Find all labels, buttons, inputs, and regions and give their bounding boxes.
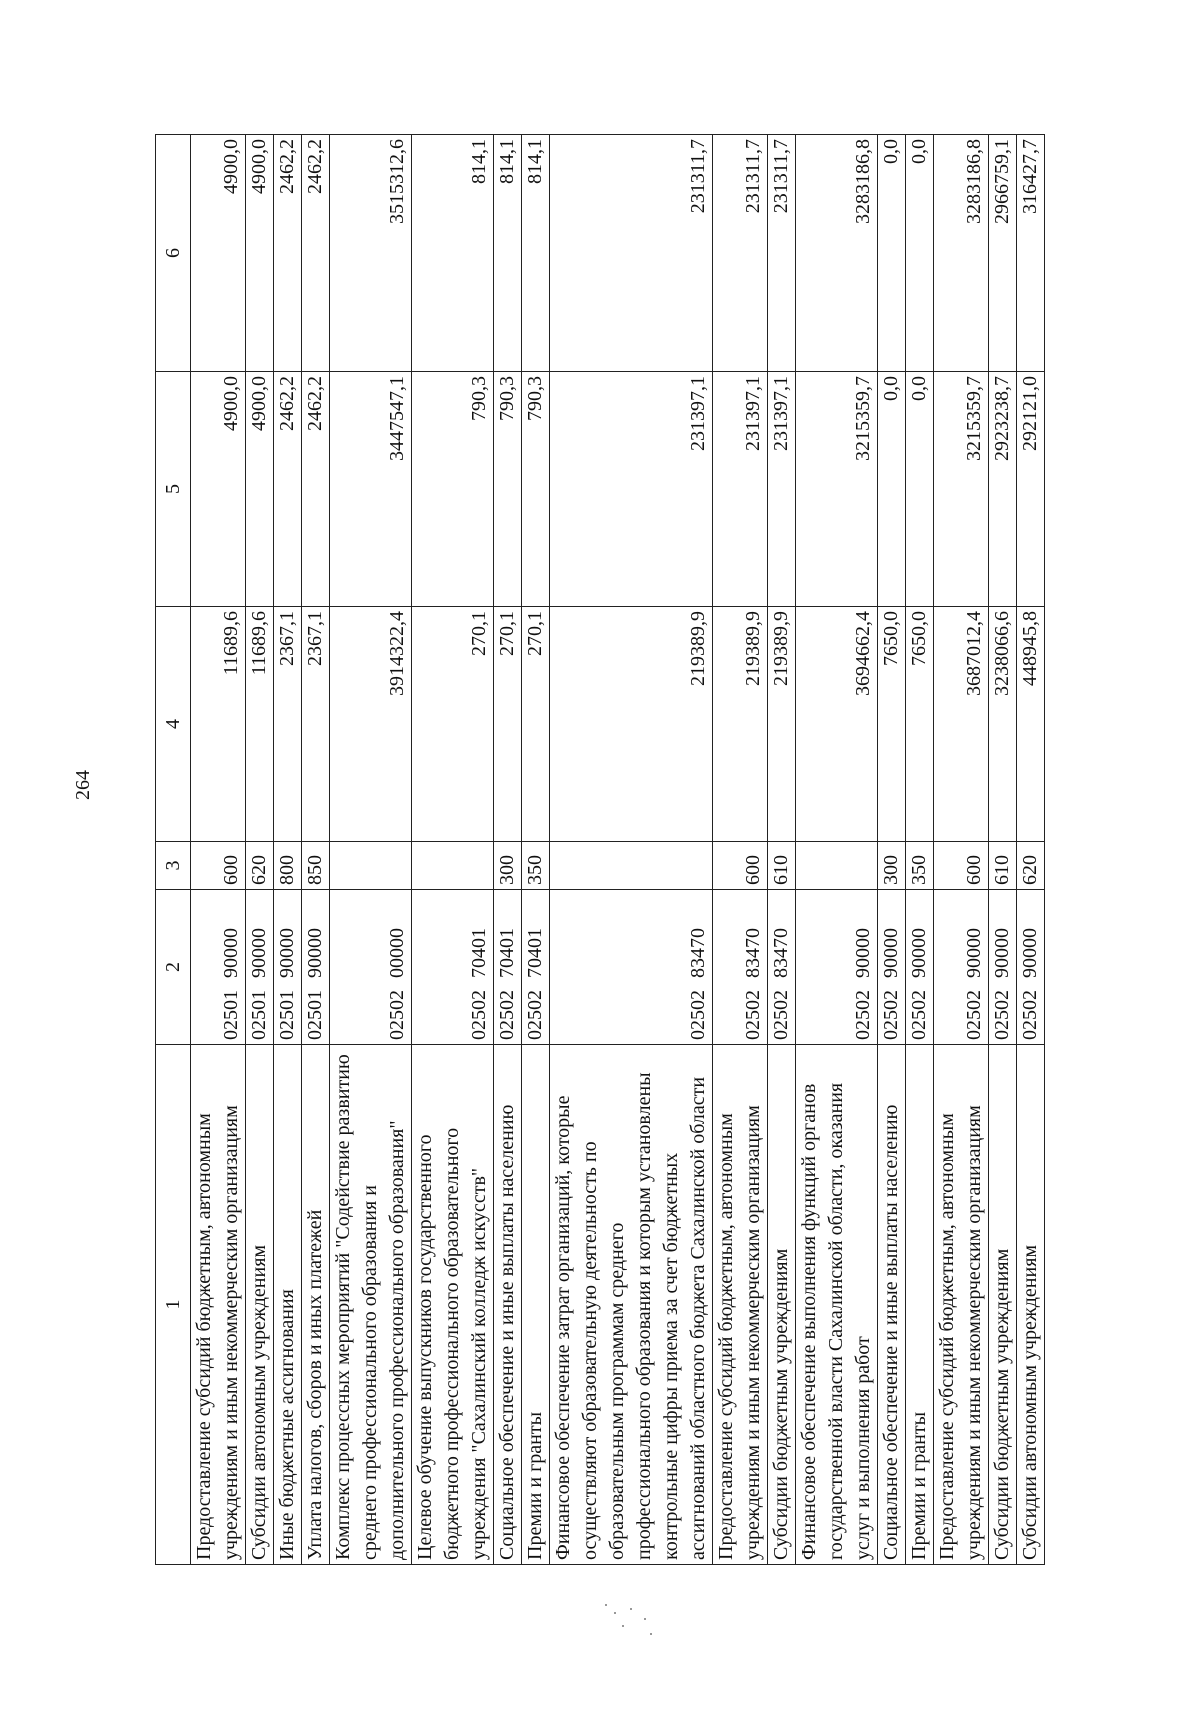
row-value-5-cell: 790,3 xyxy=(522,372,550,607)
program-code: 02502 xyxy=(386,990,408,1040)
row-name-cell: Предоставление субсидий бюджетным, автономным учреждениям и иным некоммерческим организациям xyxy=(934,1045,989,1565)
row-name-cell: Финансовое обеспечение выполнения функций органов государственной власти Сахалинской области, оказания услуг и выполнения работ xyxy=(796,1045,878,1565)
program-code: 02502 xyxy=(1019,990,1041,1040)
table-row xyxy=(796,135,878,1565)
row-value-4-cell: 7650,0 xyxy=(906,607,934,842)
row-name-cell: Премии и гранты xyxy=(522,1045,550,1565)
row-code-cell xyxy=(796,890,878,1045)
table-row xyxy=(1017,135,1045,1565)
direction-code: 90000 xyxy=(220,928,242,978)
scan-specks xyxy=(600,1600,660,1640)
table-row xyxy=(989,135,1017,1565)
row-code-cell xyxy=(713,890,768,1045)
header-cell: 4 xyxy=(156,607,191,842)
program-code: 02501 xyxy=(304,990,326,1040)
direction-code: 83470 xyxy=(770,928,792,978)
row-value-6-cell: 231311,7 xyxy=(550,135,713,372)
row-code-cell xyxy=(274,890,302,1045)
row-value-5-cell: 0,0 xyxy=(878,372,906,607)
table-row xyxy=(768,135,796,1565)
row-name-cell: Субсидии бюджетным учреждениям xyxy=(989,1045,1017,1565)
row-type-cell: 610 xyxy=(768,842,796,890)
row-name-cell: Субсидии автономным учреждениям xyxy=(1017,1045,1045,1565)
header-cell: 2 xyxy=(156,890,191,1045)
direction-code: 90000 xyxy=(852,928,874,978)
row-type-cell xyxy=(330,842,412,890)
row-value-5-cell: 231397,1 xyxy=(768,372,796,607)
row-value-5-cell: 3215359,7 xyxy=(934,372,989,607)
row-code-cell xyxy=(412,890,494,1045)
row-name-cell: Предоставление субсидий бюджетным, автономным учреждениям и иным некоммерческим организациям xyxy=(713,1045,768,1565)
row-name-cell: Уплата налогов, сборов и иных платежей xyxy=(302,1045,330,1565)
row-type-cell: 800 xyxy=(274,842,302,890)
row-value-6-cell: 3283186,8 xyxy=(934,135,989,372)
row-value-4-cell: 2367,1 xyxy=(302,607,330,842)
row-code-cell xyxy=(191,890,246,1045)
table-row xyxy=(713,135,768,1565)
table-row xyxy=(246,135,274,1565)
row-type-cell xyxy=(796,842,878,890)
direction-code: 00000 xyxy=(386,928,408,978)
row-value-4-cell: 3238066,6 xyxy=(989,607,1017,842)
row-value-4-cell: 270,1 xyxy=(412,607,494,842)
row-name-cell: Субсидии автономным учреждениям xyxy=(246,1045,274,1565)
header-cell: 1 xyxy=(156,1045,191,1565)
row-value-5-cell: 790,3 xyxy=(412,372,494,607)
table-row xyxy=(522,135,550,1565)
row-value-6-cell: 4900,0 xyxy=(246,135,274,372)
program-code: 02502 xyxy=(991,990,1013,1040)
header-cell: 6 xyxy=(156,135,191,372)
direction-code: 90000 xyxy=(248,928,270,978)
row-value-5-cell: 4900,0 xyxy=(246,372,274,607)
table-row xyxy=(191,135,246,1565)
program-code: 02502 xyxy=(852,990,874,1040)
row-value-6-cell: 0,0 xyxy=(878,135,906,372)
row-value-4-cell: 270,1 xyxy=(522,607,550,842)
row-value-6-cell: 814,1 xyxy=(494,135,522,372)
row-value-4-cell: 11689,6 xyxy=(246,607,274,842)
row-code-cell xyxy=(246,890,274,1045)
row-name-cell: Социальное обеспечение и иные выплаты населению xyxy=(494,1045,522,1565)
row-code-cell xyxy=(330,890,412,1045)
table-row xyxy=(330,135,412,1565)
row-type-cell: 300 xyxy=(494,842,522,890)
row-value-6-cell: 3515312,6 xyxy=(330,135,412,372)
row-value-5-cell: 0,0 xyxy=(906,372,934,607)
program-code: 02502 xyxy=(524,990,546,1040)
row-value-4-cell: 448945,8 xyxy=(1017,607,1045,842)
row-value-6-cell: 814,1 xyxy=(522,135,550,372)
table-row xyxy=(302,135,330,1565)
row-value-5-cell: 2923238,7 xyxy=(989,372,1017,607)
program-code: 02502 xyxy=(468,990,490,1040)
row-type-cell xyxy=(412,842,494,890)
row-value-4-cell: 3914322,4 xyxy=(330,607,412,842)
budget-table-container xyxy=(155,135,1085,1565)
program-code: 02501 xyxy=(276,990,298,1040)
program-code: 02502 xyxy=(742,990,764,1040)
program-code: 02502 xyxy=(908,990,930,1040)
direction-code: 90000 xyxy=(276,928,298,978)
header-cell: 3 xyxy=(156,842,191,890)
row-value-4-cell: 219389,9 xyxy=(713,607,768,842)
row-value-6-cell: 231311,7 xyxy=(768,135,796,372)
header-row xyxy=(156,135,191,1565)
row-name-cell: Социальное обеспечение и иные выплаты населению xyxy=(878,1045,906,1565)
row-value-5-cell: 3447547,1 xyxy=(330,372,412,607)
row-value-6-cell: 814,1 xyxy=(412,135,494,372)
row-code-cell xyxy=(878,890,906,1045)
row-value-6-cell: 231311,7 xyxy=(713,135,768,372)
table-row xyxy=(906,135,934,1565)
row-type-cell: 600 xyxy=(713,842,768,890)
row-value-5-cell: 231397,1 xyxy=(550,372,713,607)
page-number: 264 xyxy=(72,770,94,800)
table-row xyxy=(934,135,989,1565)
row-type-cell: 350 xyxy=(906,842,934,890)
row-value-4-cell: 7650,0 xyxy=(878,607,906,842)
row-code-cell xyxy=(550,890,713,1045)
row-code-cell xyxy=(934,890,989,1045)
row-value-5-cell: 2462,2 xyxy=(302,372,330,607)
row-value-6-cell: 316427,7 xyxy=(1017,135,1045,372)
budget-table xyxy=(155,134,1045,1565)
program-code: 02502 xyxy=(496,990,518,1040)
direction-code: 70401 xyxy=(496,928,518,978)
row-value-6-cell: 3283186,8 xyxy=(796,135,878,372)
row-value-5-cell: 4900,0 xyxy=(191,372,246,607)
row-code-cell xyxy=(1017,890,1045,1045)
row-name-cell: Премии и гранты xyxy=(906,1045,934,1565)
program-code: 02502 xyxy=(770,990,792,1040)
program-code: 02501 xyxy=(248,990,270,1040)
row-value-4-cell: 3687012,4 xyxy=(934,607,989,842)
row-type-cell: 620 xyxy=(246,842,274,890)
header-cell: 5 xyxy=(156,372,191,607)
row-value-6-cell: 0,0 xyxy=(906,135,934,372)
direction-code: 70401 xyxy=(524,928,546,978)
row-type-cell xyxy=(550,842,713,890)
table-row xyxy=(550,135,713,1565)
row-value-4-cell: 270,1 xyxy=(494,607,522,842)
direction-code: 90000 xyxy=(880,928,902,978)
direction-code: 90000 xyxy=(991,928,1013,978)
row-type-cell: 300 xyxy=(878,842,906,890)
row-name-cell: Финансовое обеспечение затрат организаций, которые осуществляют образовательную деятельность по образовательным программам среднего профессионального образования и которым установлены контрольные цифры приема за счет бюджетных ассигнований областного бюджета Сахалинской области xyxy=(550,1045,713,1565)
row-type-cell: 600 xyxy=(191,842,246,890)
row-value-6-cell: 4900,0 xyxy=(191,135,246,372)
row-name-cell: Предоставление субсидий бюджетным, автономным учреждениям и иным некоммерческим организациям xyxy=(191,1045,246,1565)
row-name-cell: Субсидии бюджетным учреждениям xyxy=(768,1045,796,1565)
row-name-cell: Иные бюджетные ассигнования xyxy=(274,1045,302,1565)
direction-code: 90000 xyxy=(1019,928,1041,978)
table-row xyxy=(878,135,906,1565)
row-code-cell xyxy=(522,890,550,1045)
row-code-cell xyxy=(989,890,1017,1045)
direction-code: 70401 xyxy=(468,928,490,978)
direction-code: 83470 xyxy=(687,928,709,978)
row-name-cell: Целевое обучение выпускников государственного бюджетного профессионального образовательного учреждения "Сахалинский колледж искусств" xyxy=(412,1045,494,1565)
row-value-5-cell: 3215359,7 xyxy=(796,372,878,607)
row-code-cell xyxy=(906,890,934,1045)
row-type-cell: 600 xyxy=(934,842,989,890)
row-code-cell xyxy=(494,890,522,1045)
row-value-5-cell: 292121,0 xyxy=(1017,372,1045,607)
program-code: 02502 xyxy=(687,990,709,1040)
row-value-4-cell: 3694662,4 xyxy=(796,607,878,842)
row-code-cell xyxy=(302,890,330,1045)
table-row xyxy=(494,135,522,1565)
row-type-cell: 610 xyxy=(989,842,1017,890)
program-code: 02502 xyxy=(880,990,902,1040)
row-value-5-cell: 790,3 xyxy=(494,372,522,607)
direction-code: 83470 xyxy=(742,928,764,978)
row-value-5-cell: 231397,1 xyxy=(713,372,768,607)
row-value-5-cell: 2462,2 xyxy=(274,372,302,607)
row-value-6-cell: 2462,2 xyxy=(274,135,302,372)
program-code: 02501 xyxy=(220,990,242,1040)
row-type-cell: 850 xyxy=(302,842,330,890)
direction-code: 90000 xyxy=(304,928,326,978)
row-value-4-cell: 219389,9 xyxy=(768,607,796,842)
row-value-6-cell: 2462,2 xyxy=(302,135,330,372)
row-type-cell: 350 xyxy=(522,842,550,890)
direction-code: 90000 xyxy=(963,928,985,978)
row-value-6-cell: 2966759,1 xyxy=(989,135,1017,372)
row-name-cell: Комплекс процессных мероприятий "Содействие развитию среднего профессионального образования и дополнительного профессионального образования" xyxy=(330,1045,412,1565)
program-code: 02502 xyxy=(963,990,985,1040)
row-value-4-cell: 11689,6 xyxy=(191,607,246,842)
row-code-cell xyxy=(768,890,796,1045)
row-value-4-cell: 219389,9 xyxy=(550,607,713,842)
direction-code: 90000 xyxy=(908,928,930,978)
table-row xyxy=(412,135,494,1565)
table-row xyxy=(274,135,302,1565)
row-value-4-cell: 2367,1 xyxy=(274,607,302,842)
row-type-cell: 620 xyxy=(1017,842,1045,890)
